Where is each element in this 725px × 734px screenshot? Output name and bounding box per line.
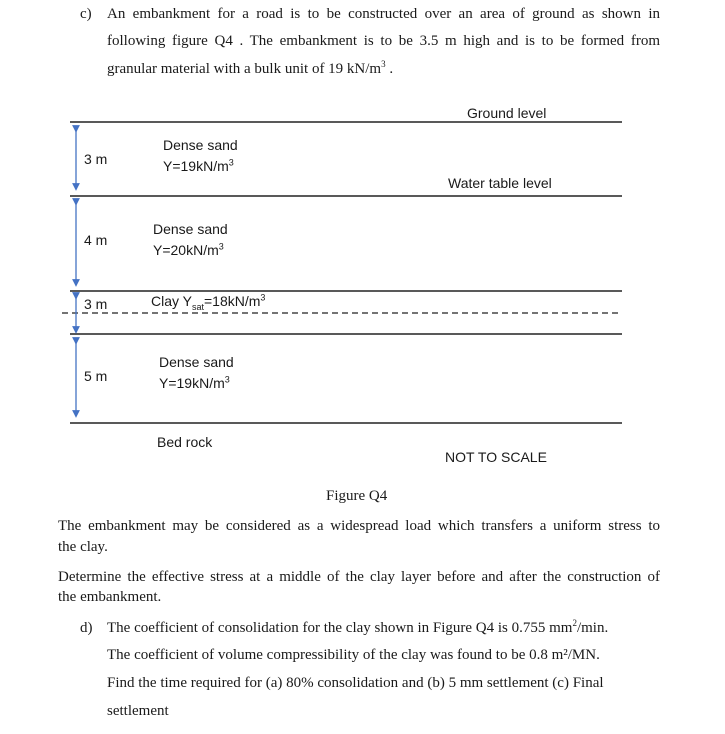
part-c-line-3: granular material with a bulk unit of 19 $kN/m^3$ .	[107, 59, 394, 77]
bed-rock-label: Bed rock	[157, 434, 213, 450]
clay-layer-label: Clay $Y_{sat}=18kN/m^3$	[151, 292, 266, 312]
water-table-label: Water table level	[448, 175, 552, 191]
figure-caption: Figure Q4	[326, 488, 388, 504]
part-d-line-3: Find the time required for (a) 80% consolidation and (b) 5 mm settlement (c) Final	[107, 675, 604, 691]
layer-4-thickness: 5 m	[84, 368, 108, 384]
part-c-line-2: following figure Q4 . The embankment is to be 3.5 m high and is to be formed from	[107, 33, 660, 49]
layer-1-thickness: 3 m	[84, 151, 108, 167]
layer-4-name: Dense sand	[159, 354, 234, 370]
part-d-line-1: The coefficient of consolidation for the clay shown in Figure Q4 is 0.755 $mm^2/\min$.	[107, 618, 609, 636]
part-d-line-4: settlement	[107, 703, 169, 719]
part-d-line-2: The coefficient of volume compressibility of the clay was found to be 0.8 m²/MN.	[107, 647, 600, 663]
layer-2-unit-weight: $Y=20kN/m^3$	[153, 241, 224, 258]
layer-2-name: Dense sand	[153, 221, 228, 237]
para-2-line-1: Determine the effective stress at a middle of the clay layer before and after the construction of	[58, 569, 660, 585]
para-1-line-2: the clay.	[58, 539, 108, 555]
layer-1-name: Dense sand	[163, 137, 238, 153]
para-1-line-1: The embankment may be considered as a widespread load which transfers a uniform stress to	[58, 518, 660, 534]
part-c-line-1: An embankment for a road is to be constructed over an area of ground as shown in	[107, 6, 660, 22]
part-d-label: d)	[80, 620, 93, 636]
not-to-scale-label: NOT TO SCALE	[445, 449, 547, 465]
para-2-line-2: the embankment.	[58, 589, 162, 605]
layer-3-thickness: 3 m	[84, 296, 108, 312]
ground-level-label: Ground level	[467, 105, 547, 121]
layer-2-thickness: 4 m	[84, 232, 108, 248]
part-c-label: c)	[80, 6, 92, 22]
layer-1-unit-weight: $Y=19kN/m^3$	[163, 157, 234, 174]
layer-4-unit-weight: $Y=19kN/m^3$	[159, 374, 230, 391]
